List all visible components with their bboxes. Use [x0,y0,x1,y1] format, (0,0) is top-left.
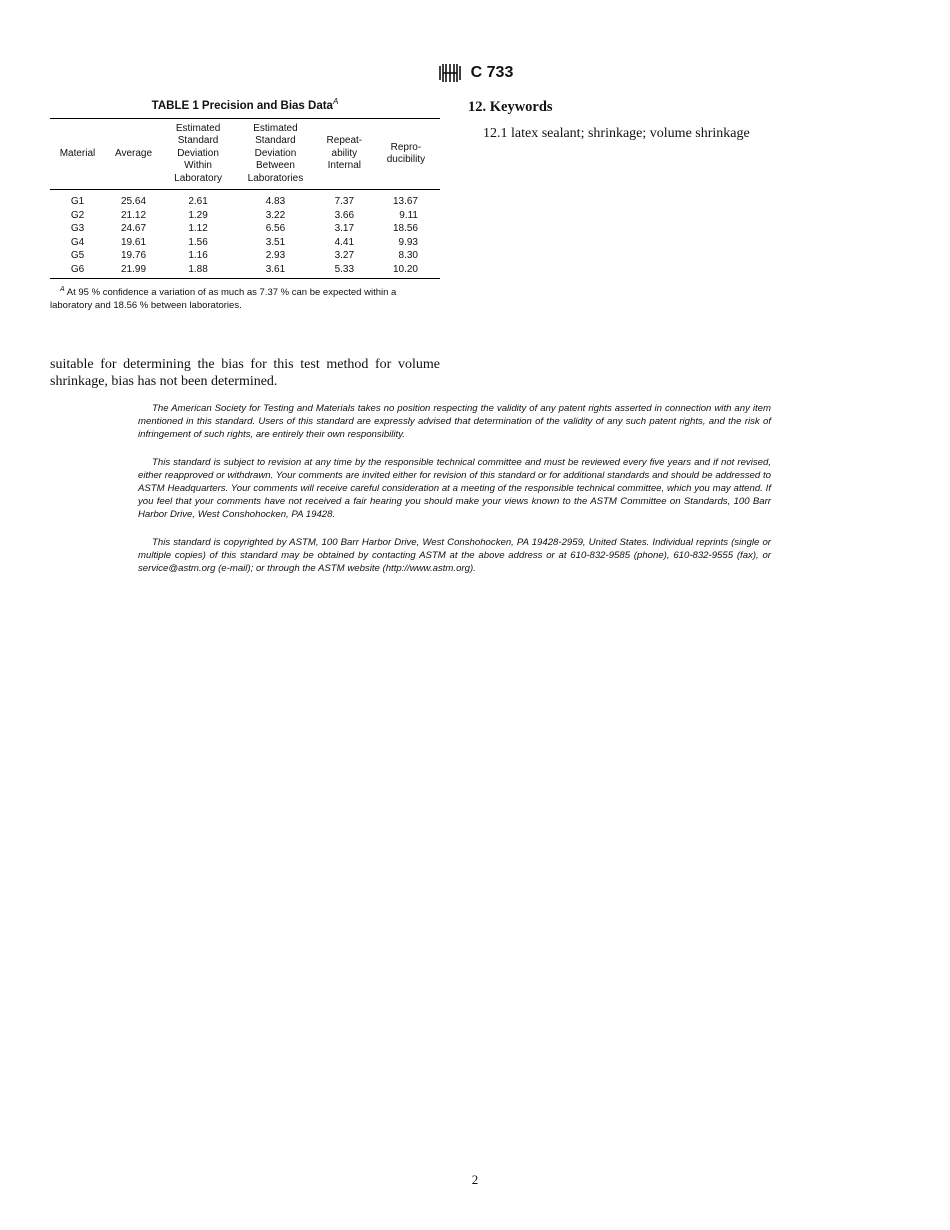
table-body [50,190,440,279]
patent-notice: The American Society for Testing and Materials takes no position respecting the validity of any patent rights asserted in connection with any item mentioned in this standard. Users of this standard are expressly advised that determination of the validity of any such patent rights, and the risk of infringement of such rights, are entirely their own responsibility. [138,403,771,441]
table-cell: 2.61 [188,196,208,208]
table-cell: 3.51 [265,236,286,248]
column-header-line: Estimated [253,122,298,134]
column-header [234,118,317,190]
column-header-line: Standard [255,135,296,147]
table-cell: 3.17 [334,223,355,235]
column-header-line: ability [331,147,358,159]
page-header [0,62,950,84]
column-header [162,118,234,190]
left-column [50,97,440,390]
table-cell: G1 [70,196,85,208]
table-cell: 25.64 [121,196,147,208]
table-cell: 4.41 [334,236,355,248]
table-cell: 21.12 [121,209,147,221]
bias-paragraph: suitable for determining the bias for this test method for volume shrinkage, bias has not been determined. [50,357,440,390]
table-cell: 9.93 [398,236,418,248]
table-cell: 4.83 [265,196,286,208]
table-cell: 3.22 [265,209,286,221]
table-cell: 1.16 [188,250,208,262]
column-header-line: Repro- [390,141,422,153]
document-id: C 733 [470,64,514,81]
right-column [468,97,868,142]
column-header-line: Laboratories [247,172,304,184]
table-title [50,97,440,112]
table-cell: 10.20 [392,263,418,275]
keywords-text: 12.1 latex sealant; shrinkage; volume shrinkage [483,126,750,141]
copyright-notice: This standard is copyrighted by ASTM, 100 Barr Harbor Drive, West Conshohocken, PA 19428-2959, United States. Individual reprints (single or multiple copies) of this standard may be obtained by contacting ASTM at the above address or at 610-832-9585 (phone), 610-832-9555 (fax), or service@astm.org (e-mail); or through the ASTM website (http://www.astm.org). [138,536,771,575]
table-cell: 3.66 [334,209,355,221]
revision-notice: This standard is subject to revision at any time by the responsible technical committee and must be reviewed every five years and if not revised, either reapproved or withdrawn. Your comments are invited either for revision of this standard or for additional standards and should be addressed to ASTM Headquarters. Your comments will receive careful consideration at a meeting of the responsible technical committee, which you may attend. If you feel that your comments have not received a fair hearing you should make your views known to the ASTM Committee on Standards, 100 Barr Harbor Drive, West Conshohocken, PA 19428. [138,456,771,521]
table-cell: G5 [70,250,85,262]
table-cell: 9.11 [399,209,418,221]
column-header [50,118,105,190]
table-row [50,222,440,236]
table-cell: 6.56 [265,223,286,235]
column-header [372,118,440,190]
table-cell: G6 [70,263,85,275]
astm-logo-icon [437,62,463,84]
column-header-line: Internal [327,160,362,172]
precision-bias-table [50,118,440,280]
column-header-line: Laboratory [174,172,222,184]
column-header-line: Between [255,160,295,172]
table-cell: 1.56 [188,236,208,248]
table-cell: 5.33 [334,263,355,275]
table-cell: G3 [70,223,85,235]
column-header-line: Deviation [177,147,219,159]
column-header-line: Estimated [175,122,221,134]
table-cell: 1.29 [188,209,208,221]
table-cell: 19.76 [121,250,147,262]
table-cell: 21.99 [121,263,147,275]
table-row [50,209,440,223]
table-cell: 1.88 [188,263,208,275]
table-cell: 3.61 [265,263,286,275]
table-cell: 7.37 [334,196,355,208]
page-number: 2 [471,1172,479,1187]
table-cell: 13.67 [392,196,418,208]
column-header-line: Average [114,147,153,159]
table-title-note: A [332,97,339,106]
table-title-text: TABLE 1 Precision and Bias Data [151,99,333,112]
table-footnote [50,283,440,312]
column-header-line: Deviation [254,147,297,159]
footnote-mark: A [60,286,65,294]
column-header [317,118,372,190]
table-cell: 8.30 [398,250,418,262]
column-header-line: Within [184,160,212,172]
column-header-line: Repeat- [326,135,363,147]
table-cell: 3.27 [334,250,355,262]
column-header-line: ducibility [386,154,426,166]
table-row [50,236,440,250]
keywords-heading: 12. Keywords [468,99,553,115]
table-row [50,249,440,263]
table-cell: 18.56 [392,223,418,235]
table-header-row [50,118,440,190]
table-cell: G2 [70,209,85,221]
footnote-text: At 95 % confidence a variation of as much as 7.37 % can be expected within a laboratory and 18.56 % between laboratories. [50,287,397,312]
legal-notices [138,402,771,589]
column-header [105,118,162,190]
table-cell: 1.12 [188,223,208,235]
table-cell: 24.67 [121,223,147,235]
table-row [50,263,440,279]
table-row [50,190,440,209]
table-cell: 2.93 [265,250,286,262]
column-header-line: Material [59,147,96,159]
table-cell: 19.61 [121,236,147,248]
table-cell: G4 [70,236,85,248]
column-header-line: Standard [177,135,219,147]
